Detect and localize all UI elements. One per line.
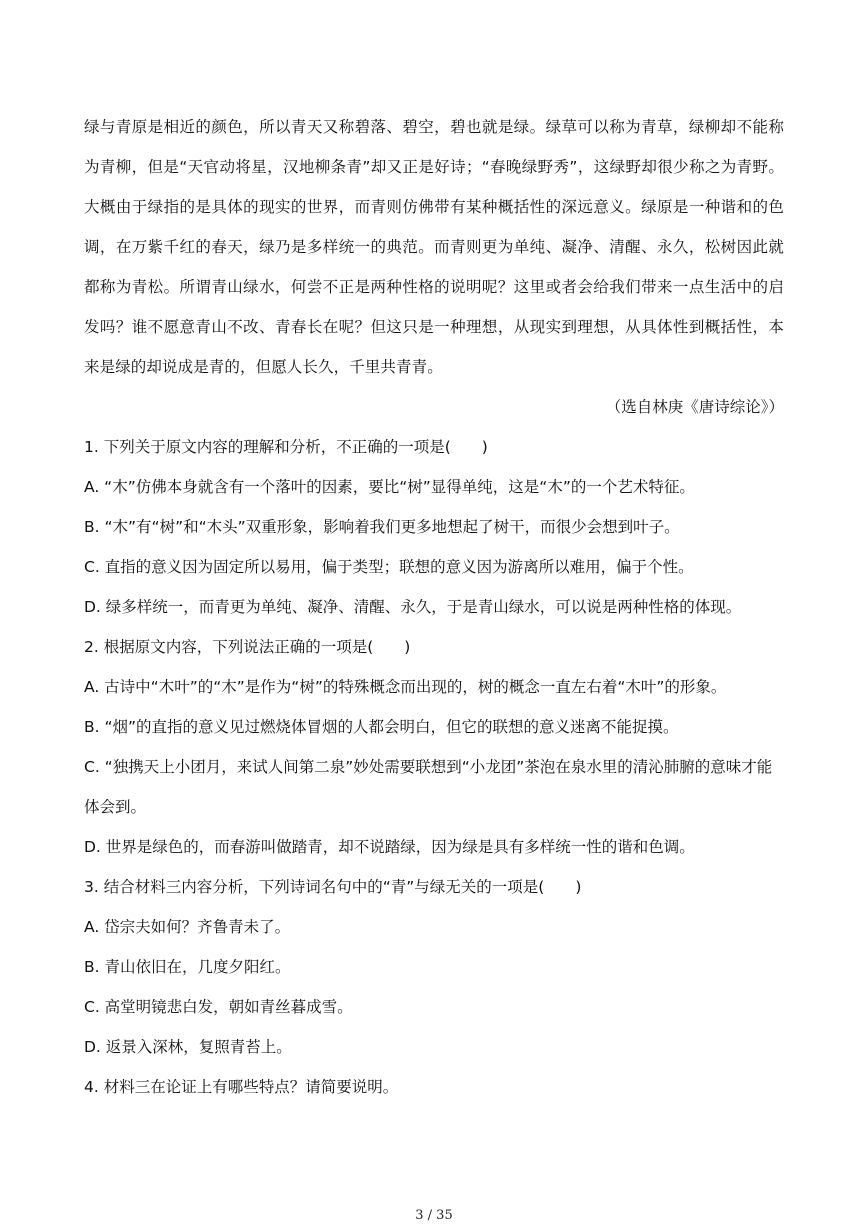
passage-source: （选自林庚《唐诗综论》） [605, 398, 784, 416]
question-stem: 3. 结合材料三内容分析，下列诗词名句中的“青”与绿无关的一项是( ) [84, 878, 582, 896]
option-a: A. 岱宗夫如何？齐鲁青未了。 [84, 918, 291, 936]
option-d: D. 绿多样统一，而青更为单纯、凝净、清醒、永久，于是青山绿水，可以说是两种性格的体现。 [84, 598, 742, 616]
option-a: A. “木”仿佛本身就含有一个落叶的因素，要比“树”显得单纯，这是“木”的一个艺术特征。 [84, 478, 695, 496]
option-b: B. “烟”的直指的意义见过燃烧体冒烟的人都会明白，但它的联想的意义迷离不能捉摸。 [84, 718, 679, 736]
question-stem: 2. 根据原文内容，下列说法正确的一项是( ) [84, 638, 411, 656]
option-c: C. “独携天上小团月，来试人间第二泉”妙处需要联想到“小龙团”茶泡在泉水里的清沁肺腑的意味才能体会到。 [84, 758, 773, 816]
option-b: B. “木”有“树”和“木头”双重形象，影响着我们更多地想起了树干，而很少会想到叶子。 [84, 518, 680, 536]
question-2 [84, 627, 784, 867]
question-4 [84, 1067, 784, 1107]
option-b: B. 青山依旧在，几度夕阳红。 [84, 958, 291, 976]
option-d: D. 返景入深林，复照青苔上。 [84, 1038, 292, 1056]
document-page [84, 107, 784, 1107]
question-stem: 4. 材料三在论证上有哪些特点？请简要说明。 [84, 1078, 399, 1096]
question-3 [84, 867, 784, 1067]
option-d: D. 世界是绿色的，而春游叫做踏青，却不说踏绿，因为绿是具有多样统一性的谐和色调。 [84, 838, 695, 856]
passage-paragraph: 绿与青原是相近的颜色，所以青天又称碧落、碧空，碧也就是绿。绿草可以称为青草，绿柳却不能称为青柳，但是“天官动将星，汉地柳条青”却又正是好诗；“春晚绿野秀”，这绿野却很少称之为青野。大概由于绿指的是具体的现实的世界，而青则仿佛带有某种概括性的深远意义。绿原是一种谐和的色调，在万紫千红的春天，绿乃是多样统一的典范。而青则更为单纯、凝净、清醒、永久，松树因此就都称为青松。所谓青山绿水，何尝不正是两种性格的说明呢？这里或者会给我们带来一点生活中的启发吗？谁不愿意青山不改、青春长在呢？但这只是一种理想，从现实到理想，从具体性到概括性，本来是绿的却说成是青的，但愿人长久，千里共青青。 [84, 118, 784, 376]
option-c: C. 直指的意义因为固定所以易用，偏于类型；联想的意义因为游离所以难用，偏于个性。 [84, 558, 694, 576]
option-a: A. 古诗中“木叶”的“木”是作为“树”的特殊概念而出现的，树的概念一直左右着“木叶”的形象。 [84, 678, 727, 696]
page-number: 3 / 35 [415, 1208, 453, 1223]
question-1 [84, 427, 784, 627]
option-c: C. 高堂明镜悲白发，朝如青丝暮成雪。 [84, 998, 353, 1016]
question-stem: 1. 下列关于原文内容的理解和分析，不正确的一项是( ) [84, 438, 488, 456]
